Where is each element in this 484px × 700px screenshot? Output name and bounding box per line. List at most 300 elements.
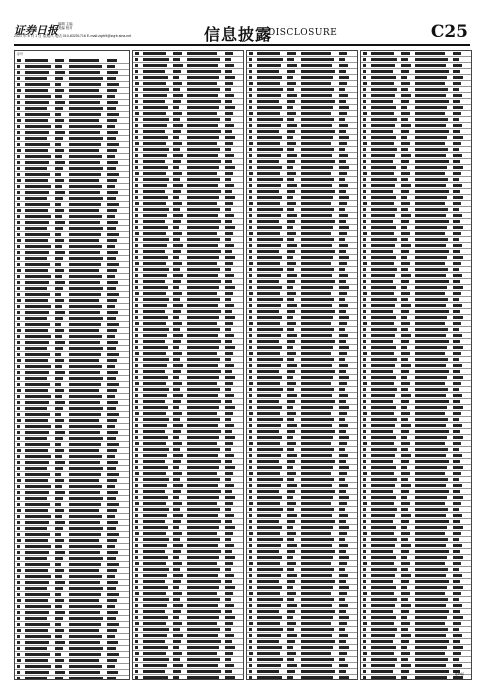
table-cell-text [55,413,61,416]
table-cell-text [415,358,448,361]
table-cell-text [415,142,445,145]
table-cell-text [363,418,366,421]
table-cell-text [69,377,103,380]
table-cell-text [453,316,463,319]
table-cell-text [107,527,116,530]
table-cell-text [187,70,221,73]
table-row [133,675,243,680]
table-cell-text [143,322,166,325]
table-cell-text [225,334,234,337]
table-cell-text [257,466,282,469]
table-cell-text [143,496,168,499]
table-cell-text [339,154,348,157]
table-cell-text [143,376,168,379]
table-cell-text [363,328,366,331]
table-cell-text [401,328,408,331]
table-cell-text [453,664,462,667]
table-cell-text [249,154,252,157]
table-cell-text [25,395,51,398]
table-cell-text [363,640,366,643]
table-cell-text [107,401,118,404]
table-cell-text [287,526,293,529]
table-cell-text [225,70,232,73]
table-cell-text [187,556,219,559]
table-cell-text [69,209,99,212]
table-cell-text [339,310,346,313]
table-cell-text [401,616,407,619]
table-cell-text [249,616,252,619]
table-cell-text [401,136,407,139]
table-cell-text [249,70,252,73]
table-cell-text [69,575,102,578]
table-cell-text [225,640,232,643]
table-cell-text [257,370,279,373]
table-cell-text [17,647,20,650]
table-cell-text [143,130,165,133]
table-cell-text [107,317,116,320]
table-cell-text [363,244,366,247]
table-cell-text [225,238,231,241]
table-cell-text [25,641,49,644]
table-cell-text [25,221,49,224]
table-cell-text [69,419,99,422]
table-cell-text [363,424,366,427]
table-cell-text [187,286,219,289]
table-cell-text [363,376,366,379]
table-cell-text [135,268,138,271]
table-cell-text [339,322,347,325]
table-cell-text [249,370,252,373]
table-cell-text [287,64,297,67]
table-cell-text [301,544,332,547]
table-cell-text [301,406,333,409]
table-cell-text [143,316,168,319]
table-cell-text [173,268,180,271]
table-cell-text [173,562,182,565]
table-cell-text [135,580,138,583]
table-cell-text [287,184,297,187]
table-cell-text [173,442,182,445]
table-cell-text [371,658,397,661]
table-cell-text [107,539,117,542]
table-cell-text [249,238,252,241]
column-header: 序号 [17,52,24,56]
table-cell-text [143,274,167,277]
table-cell-text [225,172,233,175]
table-cell-text [25,485,51,488]
table-cell-text [453,220,460,223]
table-cell-text [225,196,235,199]
table-cell-text [339,406,349,409]
table-cell-text [173,532,182,535]
table-cell-text [249,424,252,427]
table-cell-text [415,376,447,379]
table-cell-text [401,484,411,487]
table-cell-text [339,358,345,361]
table-cell-text [143,502,166,505]
table-cell-text [339,508,345,511]
table-cell-text [25,659,48,662]
table-cell-text [301,520,335,523]
table-cell-text [453,250,460,253]
table-cell-text [107,95,115,98]
table-cell-text [249,262,253,265]
table-cell-text [135,184,138,187]
table-cell-text [107,503,119,506]
table-cell-text [363,124,366,127]
table-cell-text [371,166,396,169]
table-cell-text [401,436,407,439]
table-cell-text [173,184,183,187]
table-cell-text [287,604,297,607]
table-cell-text [339,352,347,355]
table-cell-text [257,400,279,403]
table-cell-text [453,148,459,151]
table-cell-text [25,149,48,152]
table-cell-text [135,202,139,205]
table-cell-text [415,640,449,643]
table-cell-text [107,269,117,272]
table-cell-text [415,226,447,229]
table-cell-text [69,497,103,500]
table-cell-text [55,617,63,620]
table-cell-text [69,389,99,392]
table-cell-text [187,484,218,487]
table-cell-text [453,172,461,175]
table-cell-text [249,142,253,145]
table-cell-text [287,616,293,619]
table-cell-text [249,430,252,433]
table-cell-text [17,449,21,452]
table-cell-text [453,520,460,523]
table-cell-text [135,208,138,211]
table-cell-text [55,491,65,494]
table-cell-text [415,604,446,607]
table-cell-text [173,406,179,409]
table-cell-text [69,449,99,452]
table-cell-text [187,370,221,373]
table-cell-text [17,485,20,488]
table-cell-text [287,136,293,139]
table-cell-text [339,334,348,337]
table-cell-text [25,599,48,602]
table-cell-text [25,575,51,578]
table-cell-text [17,197,20,200]
table-cell-text [287,274,297,277]
table-cell-text [173,310,181,313]
table-cell-text [339,532,347,535]
table-cell-text [401,244,411,247]
table-cell-text [287,646,293,649]
table-cell-text [187,238,220,241]
table-cell-text [173,556,179,559]
table-cell-text [339,370,346,373]
table-cell-text [401,490,409,493]
table-cell-text [453,568,459,571]
table-cell-text [301,100,335,103]
table-cell-text [401,232,410,235]
table-cell-text [25,77,47,80]
table-cell-text [339,544,348,547]
table-cell-text [339,70,346,73]
table-cell-text [287,82,296,85]
table-cell-text [25,233,50,236]
table-cell-text [371,532,394,535]
table-cell-text [25,425,51,428]
table-cell-text [453,328,459,331]
table-cell-text [143,358,169,361]
table-cell-text [257,214,281,217]
table-cell-text [363,442,367,445]
table-cell-text [287,106,293,109]
table-cell-text [257,472,280,475]
table-cell-text [363,532,367,535]
table-cell-text [135,82,139,85]
table-cell-text [339,610,346,613]
table-cell-text [25,137,47,140]
table-cell-text [257,616,282,619]
table-cell-text [225,580,232,583]
table-cell-text [401,424,411,427]
section-title-en: DISCLOSURE [268,28,338,38]
table-cell-text [453,202,461,205]
table-cell-text [135,70,138,73]
table-cell-text [107,659,117,662]
table-cell-text [371,550,393,553]
table-cell-text [107,143,119,146]
table-cell-text [415,166,447,169]
table-cell-text [415,256,447,259]
table-cell-text [55,191,65,194]
table-cell-text [401,622,410,625]
table-cell-text [287,364,297,367]
table-cell-text [363,256,366,259]
table-cell-text [371,130,393,133]
table-cell-text [415,580,449,583]
table-cell-text [257,490,279,493]
table-cell-text [25,533,50,536]
table-cell-text [339,328,345,331]
table-cell-text [173,64,183,67]
table-cell-text [225,388,231,391]
table-cell-text [257,478,283,481]
table-cell-text [17,623,20,626]
table-cell-text [143,418,169,421]
table-cell-text [249,598,252,601]
table-cell-text [401,178,408,181]
table-cell-text [135,478,138,481]
table-cell-text [371,178,397,181]
table-cell-text [339,646,349,649]
table-cell-text [339,670,346,673]
table-cell-text [401,70,409,73]
table-cell-text [415,190,449,193]
table-cell-text [249,64,252,67]
table-cell-text [401,322,410,325]
table-cell-text [287,556,293,559]
table-cell-text [187,334,218,337]
table-cell-text [17,101,20,104]
table-cell-text [249,472,253,475]
table-cell-text [401,448,408,451]
table-cell-text [363,544,366,547]
table-cell-text [287,322,296,325]
table-cell-text [371,232,394,235]
table-cell-text [173,304,183,307]
table-cell-text [17,593,20,596]
table-cell-text [173,514,183,517]
table-cell-text [69,179,99,182]
table-cell-text [173,178,180,181]
table-cell-text [107,431,118,434]
table-cell-text [17,239,21,242]
table-cell-text [301,616,333,619]
table-cell-text [69,347,103,350]
table-cell-text [301,346,333,349]
table-cell-text [225,160,232,163]
table-cell-text [257,160,279,163]
table-cell-text [107,467,116,470]
table-cell-text [17,419,21,422]
table-cell-text [143,232,166,235]
table-cell-text [287,310,295,313]
table-cell-text [69,359,99,362]
table-cell-text [339,58,345,61]
table-cell-text [453,400,460,403]
table-cell-text [401,652,410,655]
table-cell-text [17,125,20,128]
table-cell-text [187,550,221,553]
table-cell-text [69,395,102,398]
table-cell-text [55,599,64,602]
table-cell-text [453,544,462,547]
table-cell-text [107,347,116,350]
table-cell-text [107,635,115,638]
table-cell-text [107,209,117,212]
table-cell-text [401,154,411,157]
table-cell-text [55,65,62,68]
table-cell-text [257,76,282,79]
table-cell-text [257,70,279,73]
table-cell-text [17,431,20,434]
table-cell-text [225,604,234,607]
table-cell-text [143,304,167,307]
table-cell-text [225,166,235,169]
table-cell-text [173,652,182,655]
table-cell-text [135,556,138,559]
table-cell-text [17,113,20,116]
table-cell-text [249,130,252,133]
table-cell-text [107,161,118,164]
table-cell-text [135,196,138,199]
table-cell-text [107,449,117,452]
table-cell-text [69,65,102,68]
table-cell-text [225,118,231,121]
table-cell-text [371,268,397,271]
table-cell-text [301,52,331,55]
table-cell-text [187,616,219,619]
table-cell-text [69,125,102,128]
table-cell-text [371,454,395,457]
table-cell-text [401,586,407,589]
table-cell-text [225,508,231,511]
table-cell-text [225,112,233,115]
table-cell-text [135,502,139,505]
table-cell-text [301,70,335,73]
table-cell-text [371,358,397,361]
table-cell-text [225,628,231,631]
table-cell-text [17,575,20,578]
table-cell-text [401,538,408,541]
table-cell-text [55,245,62,248]
table-cell-text [69,515,102,518]
table-cell-text [415,310,449,313]
table-cell-text [401,166,407,169]
table-cell-text [401,352,410,355]
table-cell-text [55,227,63,230]
table-cell-text [287,178,294,181]
table-cell-text [249,490,252,493]
table-cell-text [249,166,252,169]
table-cell-text [401,220,409,223]
table-cell-text [143,520,165,523]
table-cell-text [301,238,334,241]
table-cell-text [225,58,231,61]
table-cell-text [135,622,139,625]
table-cell-text [107,113,119,116]
table-cell-text [401,514,411,517]
table-cell-text [339,652,347,655]
table-cell-text [135,562,139,565]
table-cell-text [135,262,139,265]
table-cell-text [69,527,103,530]
table-cell-text [453,676,463,679]
table-cell-text [143,394,167,397]
table-cell-text [301,304,332,307]
table-cell-text [301,502,331,505]
table-cell-text [135,418,138,421]
table-cell-text [301,274,332,277]
table-cell-text [339,514,348,517]
table-cell-text [135,346,138,349]
table-cell-text [371,340,393,343]
table-cell-text [257,628,283,631]
table-cell-text [25,71,49,74]
table-cell-text [371,352,394,355]
table-cell-text [225,394,234,397]
table-cell-text [453,592,461,595]
table-cell-text [173,550,181,553]
table-cell-text [339,628,345,631]
table-cell-text [301,472,331,475]
table-cell-text [69,629,99,632]
table-cell-text [187,580,221,583]
table-cell-text [135,520,138,523]
table-cell-text [415,64,446,67]
table-cell-text [187,532,217,535]
table-cell-text [301,166,333,169]
table-cell-text [69,335,102,338]
table-cell-text [187,58,220,61]
table-cell-text [371,400,393,403]
table-cell-text [173,448,180,451]
table-cell-text [339,454,348,457]
table-cell-text [135,352,139,355]
table-cell-text [257,580,279,583]
table-cell-text [301,448,334,451]
table-cell-text [187,118,220,121]
table-cell-text [187,454,218,457]
